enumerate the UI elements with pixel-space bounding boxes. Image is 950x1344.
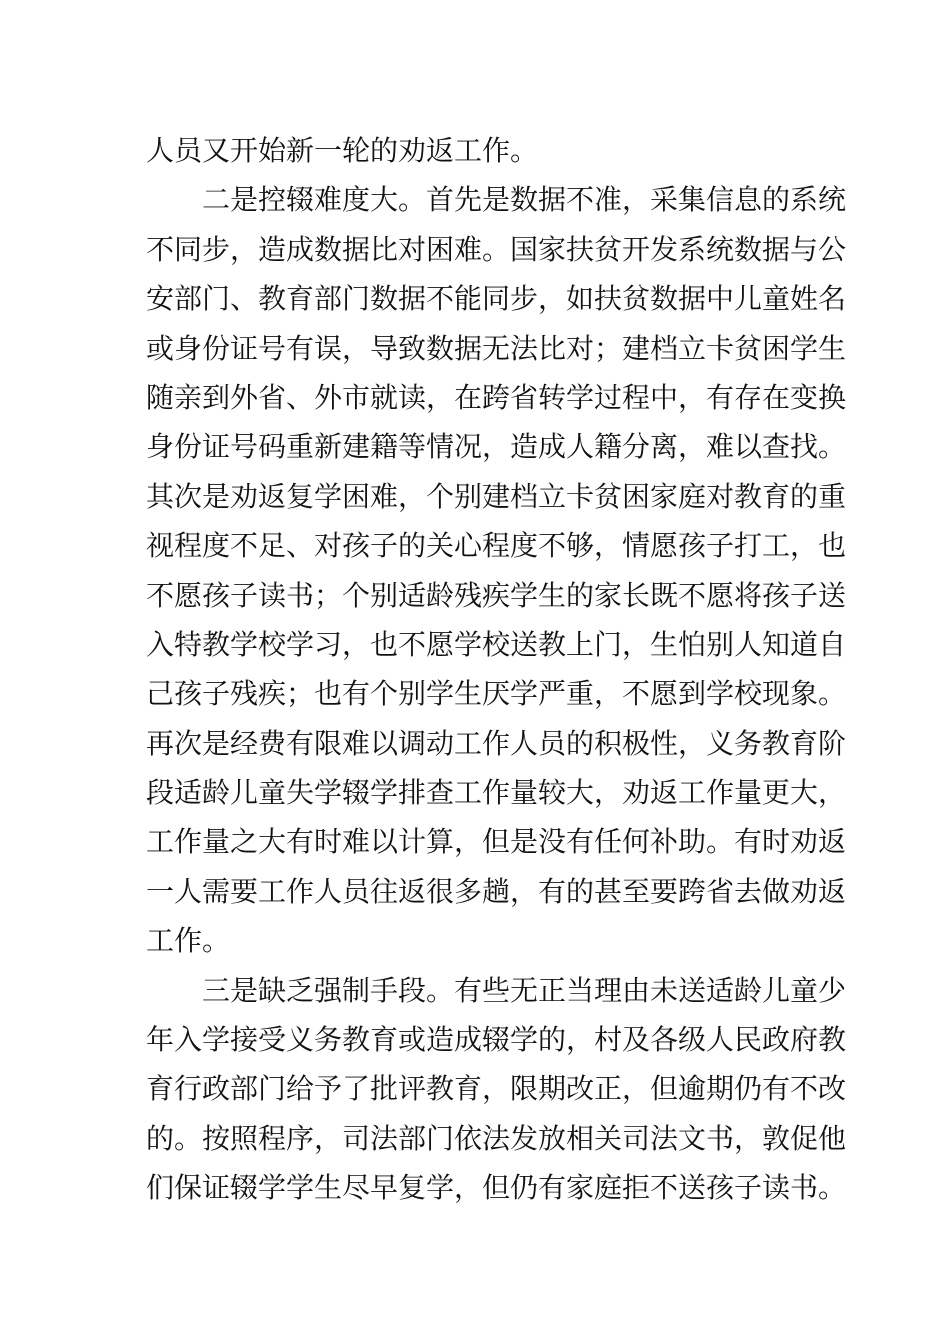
text-line: 随亲到外省、外市就读，在跨省转学过程中，有存在变换 — [146, 380, 847, 414]
text-line: 不同步，造成数据比对困难。国家扶贫开发系统数据与公 — [146, 232, 847, 266]
text-line: 段适龄儿童失学辍学排查工作量较大，劝返工作量更大， — [146, 776, 847, 810]
text-line: 工作量之大有时难以计算，但是没有任何补助。有时劝返 — [146, 825, 847, 859]
text-line: 们保证辍学学生尽早复学，但仍有家庭拒不送孩子读书。 — [146, 1171, 847, 1205]
text-line: 三是缺乏强制手段。有些无正当理由未送适龄儿童少 — [202, 973, 847, 1007]
text-line: 不愿孩子读书；个别适龄残疾学生的家长既不愿将孩子送 — [146, 578, 847, 612]
text-line: 视程度不足、对孩子的关心程度不够，情愿孩子打工，也 — [146, 529, 847, 563]
text-line: 年入学接受义务教育或造成辍学的，村及各级人民政府教 — [146, 1023, 847, 1057]
text-line: 育行政部门给予了批评教育，限期改正，但逾期仍有不改 — [146, 1072, 847, 1106]
text-line: 安部门、教育部门数据不能同步，如扶贫数据中儿童姓名 — [146, 282, 847, 316]
text-line: 一人需要工作人员往返很多趟，有的甚至要跨省去做劝返 — [146, 874, 847, 908]
text-line: 己孩子残疾；也有个别学生厌学严重，不愿到学校现象。 — [146, 677, 847, 711]
text-line: 二是控辍难度大。首先是数据不准，采集信息的系统 — [202, 183, 847, 217]
text-line: 其次是劝返复学困难，个别建档立卡贫困家庭对教育的重 — [146, 479, 847, 513]
text-line: 的。按照程序，司法部门依法发放相关司法文书，敦促他 — [146, 1121, 847, 1155]
text-line: 人员又开始新一轮的劝返工作。 — [146, 134, 539, 167]
text-line: 入特教学校学习，也不愿学校送教上门，生怕别人知道自 — [146, 627, 847, 661]
text-line: 或身份证号有误，导致数据无法比对；建档立卡贫困学生 — [146, 331, 847, 365]
text-line: 工作。 — [146, 924, 231, 958]
document-body — [146, 126, 847, 1213]
text-line: 身份证号码重新建籍等情况，造成人籍分离，难以查找。 — [146, 430, 847, 464]
text-line: 再次是经费有限难以调动工作人员的积极性，义务教育阶 — [146, 726, 847, 760]
